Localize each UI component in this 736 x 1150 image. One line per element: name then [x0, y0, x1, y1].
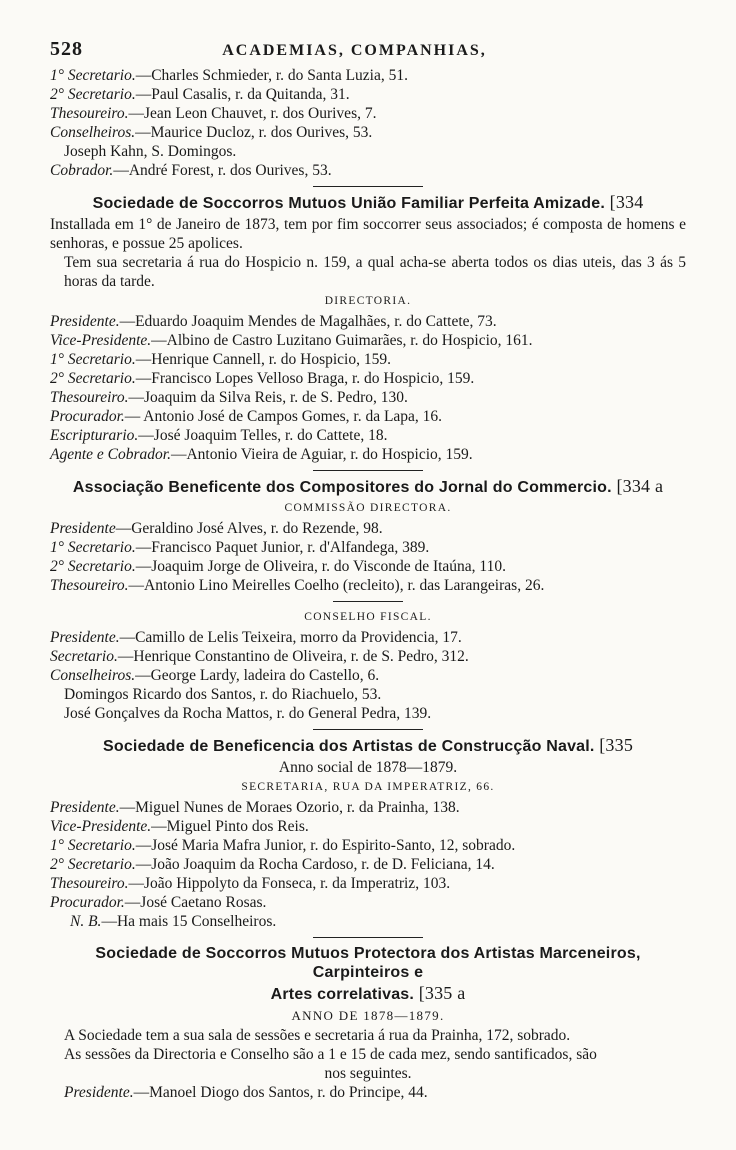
entry-line	[50, 874, 686, 893]
section-ref: [334 a	[616, 476, 664, 496]
entry-text: —Joaquim da Silva Reis, r. de S. Pedro, 130.	[128, 389, 408, 406]
entry-line	[50, 85, 686, 104]
entry-line	[50, 407, 686, 426]
entry-line	[50, 817, 686, 836]
entry-role: Vice-Presidente.	[50, 332, 152, 349]
entry-line	[50, 704, 686, 723]
entry-line	[50, 312, 686, 331]
entry-line	[50, 647, 686, 666]
entry-line	[50, 350, 686, 369]
entry-text: —Albino de Castro Luzitano Guimarães, r. do Hospicio, 161.	[151, 332, 533, 349]
entry-text: —José Caetano Rosas.	[124, 894, 267, 911]
entry-role: 2° Secretario.	[50, 558, 136, 575]
entry-line	[50, 893, 686, 912]
entry-role: Thesoureiro.	[50, 389, 129, 406]
paragraph: As sessões da Directoria e Conselho são a 1 e 15 de cada mez, sendo santificados, são	[64, 1046, 597, 1063]
paragraph: Tem sua secretaria á rua do Hospicio n. 159, a qual acha-se aberta todos os dias uteis, das 3 ás 5 horas da tarde.	[64, 254, 686, 290]
entry-text: —José Maria Mafra Junior, r. do Espirito-Santo, 12, sobrado.	[135, 837, 516, 854]
section-title: Associação Beneficente dos Compositores do Jornal do Commercio. [334 a	[72, 476, 664, 496]
entry-text: —Henrique Constantino de Oliveira, r. de S. Pedro, 312.	[117, 648, 469, 665]
entry-line	[50, 123, 686, 142]
entry-role: 2° Secretario.	[50, 856, 136, 873]
section-title-line: Artes correlativas. [335 a	[270, 983, 466, 1003]
entry-text: —João Joaquim da Rocha Cardoso, r. de D. Feliciana, 14.	[135, 856, 495, 873]
entry-text: —Eduardo Joaquim Mendes de Magalhães, r. do Cattete, 73.	[119, 313, 497, 330]
section-title: Sociedade de Beneficencia dos Artistas de Construcção Naval. [335	[102, 735, 634, 755]
entry-text: —Henrique Cannell, r. do Hospicio, 159.	[135, 351, 391, 368]
subheading: SECRETARIA, RUA DA IMPERATRIZ, 66.	[241, 781, 495, 793]
entry-text: —Antonio Lino Meirelles Coelho (recleito), r. das Larangeiras, 26.	[128, 577, 545, 594]
entry-role: Vice-Presidente.	[50, 818, 152, 835]
entry-role: 1° Secretario.	[50, 67, 136, 84]
entry-text: —Geraldino José Alves, r. do Rezende, 98.	[115, 520, 383, 537]
entry-line	[50, 836, 686, 855]
entry-line	[50, 426, 686, 445]
subheading: ANNO DE 1878—1879.	[291, 1008, 445, 1023]
entry-line	[50, 1083, 686, 1102]
section-ref: [335	[599, 735, 634, 755]
entry-text: —João Hippolyto da Fonseca, r. da Imperatriz, 103.	[128, 875, 451, 892]
entry-role: Conselheiros.	[50, 667, 136, 684]
entry-role: Escripturario.	[50, 427, 139, 444]
entry-role: Presidente.	[50, 629, 120, 646]
section-ref: [335 a	[418, 983, 466, 1003]
note-text: —Ha mais 15 Conselheiros.	[101, 913, 277, 930]
entry-text: —Joaquim Jorge de Oliveira, r. do Visconde de Itaúna, 110.	[135, 558, 506, 575]
paragraph: A Sociedade tem a sua sala de sessões e secretaria á rua da Prainha, 172, sobrado.	[64, 1027, 571, 1044]
entry-role: Thesoureiro.	[50, 875, 129, 892]
entry-role: Presidente.	[64, 1084, 134, 1101]
note-label: N. B.	[70, 913, 102, 930]
page-number: 528	[50, 38, 83, 60]
entry-line	[50, 388, 686, 407]
entry-text: —Antonio Vieira de Aguiar, r. do Hospicio, 159.	[170, 446, 473, 463]
entry-text: — Antonio José de Campos Gomes, r. da Lapa, 16.	[124, 408, 443, 425]
section-construccao-naval	[50, 736, 686, 931]
page-header	[50, 40, 686, 60]
paragraph: nos seguintes.	[324, 1065, 412, 1082]
section-divider	[313, 937, 423, 938]
entry-text: José Gonçalves da Rocha Mattos, r. do General Pedra, 139.	[64, 705, 432, 722]
entry-role: Presidente.	[50, 313, 120, 330]
entry-role: Presidente.	[50, 799, 120, 816]
block-continuation	[50, 66, 686, 180]
section-divider	[313, 186, 423, 187]
subheading: CONSELHO FISCAL.	[304, 611, 432, 623]
subheading: COMMISSÃO DIRECTORA.	[284, 502, 452, 514]
section-divider	[333, 601, 403, 602]
section-uniao-familiar	[50, 193, 686, 464]
entry-text: —Maurice Ducloz, r. dos Ourives, 53.	[135, 124, 373, 141]
entry-text: —Paul Casalis, r. da Quitanda, 31.	[135, 86, 350, 103]
entry-text: —Jean Leon Chauvet, r. dos Ourives, 7.	[128, 105, 377, 122]
entry-role: Cobrador.	[50, 162, 114, 179]
entry-text: —André Forest, r. dos Ourives, 53.	[113, 162, 332, 179]
entry-role: 2° Secretario.	[50, 370, 136, 387]
entry-role: Secretario.	[50, 648, 118, 665]
entry-line	[50, 685, 686, 704]
entry-line	[50, 369, 686, 388]
entry-line	[50, 519, 686, 538]
entry-text: Domingos Ricardo dos Santos, r. do Riachuelo, 53.	[64, 686, 382, 703]
entry-line	[50, 557, 686, 576]
entry-text: —Manoel Diogo dos Santos, r. do Principe, 44.	[133, 1084, 428, 1101]
section-divider	[313, 470, 423, 471]
entry-role: Procurador.	[50, 894, 125, 911]
running-title: ACADEMIAS, COMPANHIAS,	[222, 42, 487, 59]
entry-line	[50, 331, 686, 350]
entry-role: Thesoureiro.	[50, 105, 129, 122]
entry-text: —Charles Schmieder, r. do Santa Luzia, 51.	[135, 67, 408, 84]
entry-text: —George Lardy, ladeira do Castello, 6.	[135, 667, 380, 684]
entry-role: 1° Secretario.	[50, 837, 136, 854]
entry-line	[50, 538, 686, 557]
entry-line	[50, 66, 686, 85]
entry-role: Presidente	[50, 520, 116, 537]
entry-role: Thesoureiro.	[50, 577, 129, 594]
section-marceneiros	[50, 944, 686, 1102]
entry-text: —Francisco Lopes Velloso Braga, r. do Hospicio, 159.	[135, 370, 475, 387]
entry-text: Joseph Kahn, S. Domingos.	[64, 143, 237, 160]
entry-role: 2° Secretario.	[50, 86, 136, 103]
note-line	[50, 912, 686, 931]
entry-role: Procurador.	[50, 408, 125, 425]
entry-role: 1° Secretario.	[50, 351, 136, 368]
section-ref: [334	[609, 192, 644, 212]
entry-line	[50, 855, 686, 874]
entry-text: —Miguel Nunes de Moraes Ozorio, r. da Prainha, 138.	[119, 799, 460, 816]
section-compositores	[50, 477, 686, 723]
entry-line	[50, 104, 686, 123]
entry-role: Agente e Cobrador.	[50, 446, 171, 463]
entry-text: —José Joaquim Telles, r. do Cattete, 18.	[138, 427, 388, 444]
entry-text: —Francisco Paquet Junior, r. d'Alfandega, 389.	[135, 539, 430, 556]
social-year: Anno social de 1878—1879.	[278, 759, 458, 776]
entry-role: Conselheiros.	[50, 124, 136, 141]
entry-line	[50, 628, 686, 647]
entry-line	[50, 666, 686, 685]
subheading: DIRECTORIA.	[324, 295, 412, 307]
paragraph: Installada em 1° de Janeiro de 1873, tem por fim soccorrer seus associados; é composta de homens e senhoras, e possue 25 apolices.	[50, 216, 686, 252]
entry-line	[50, 161, 686, 180]
entry-text: —Camillo de Lelis Teixeira, morro da Providencia, 17.	[119, 629, 462, 646]
entry-text: —Miguel Pinto dos Reis.	[151, 818, 309, 835]
section-divider	[313, 729, 423, 730]
entry-line	[50, 142, 686, 161]
section-title: Sociedade de Soccorros Mutuos União Familiar Perfeita Amizade. [334	[92, 192, 644, 212]
section-title-line: Sociedade de Soccorros Mutuos Protectora dos Artistas Marceneiros, Carpinteiros e	[95, 945, 641, 981]
entry-line	[50, 576, 686, 595]
entry-line	[50, 798, 686, 817]
entry-line	[50, 445, 686, 464]
entry-role: 1° Secretario.	[50, 539, 136, 556]
